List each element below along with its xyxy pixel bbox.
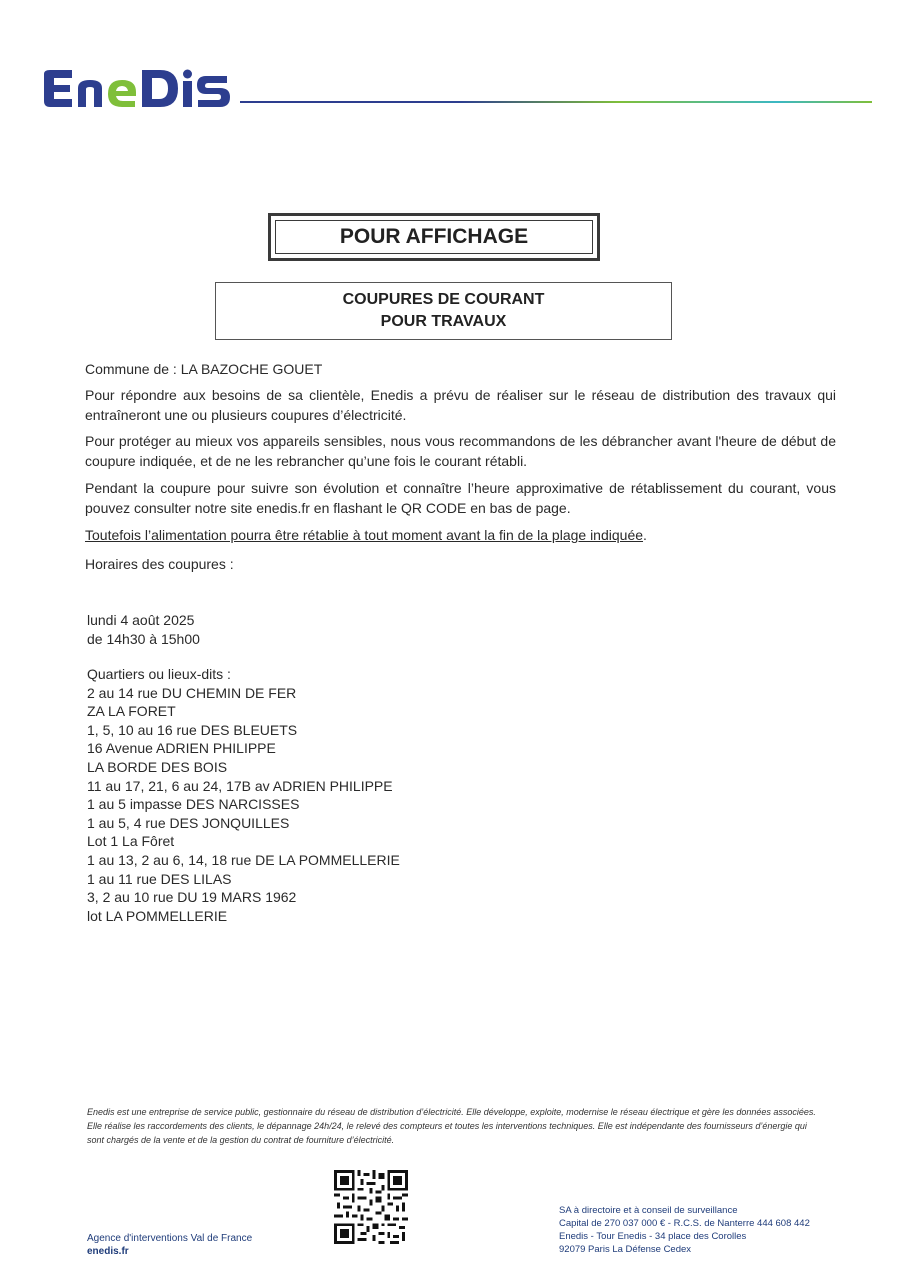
list-item: 1 au 5 impasse DES NARCISSES	[87, 796, 300, 813]
commune-line: Commune de : LA BAZOCHE GOUET	[85, 361, 323, 377]
legal-line-2: Capital de 270 037 000 € - R.C.S. de Nanterre 444 608 442	[559, 1218, 810, 1229]
title-box	[268, 213, 600, 261]
list-item: lot LA POMMELLERIE	[87, 907, 228, 924]
schedule-label: Horaires des coupures :	[85, 556, 234, 572]
warning-text: Toutefois l’alimentation pourra être rétablie à tout moment avant la fin de la plage indiquée	[85, 527, 644, 543]
warning-line	[85, 525, 836, 545]
warning-period: .	[643, 527, 647, 543]
website-link[interactable]: enedis.fr	[87, 1246, 129, 1257]
list-item: 2 au 14 rue DU CHEMIN DE FER	[87, 684, 297, 701]
list-item: 1, 5, 10 au 16 rue DES BLEUETS	[87, 721, 298, 738]
paragraph-3: Pendant la coupure pour suivre son évolution et connaître l’heure approximative de rétablissement du courant, vous pouvez consulter notre site enedis.fr en flashant le QR CODE en bas de page.	[85, 480, 836, 516]
page-title: POUR AFFICHAGE	[275, 220, 593, 254]
list-item: 1 au 5, 4 rue DES JONQUILLES	[87, 814, 290, 831]
list-item: Lot 1 La Fôret	[87, 833, 175, 850]
outage-time: de 14h30 à 15h00	[87, 631, 200, 647]
qr-code-icon[interactable]	[334, 1170, 408, 1244]
places-label: Quartiers ou lieux-dits :	[87, 666, 231, 682]
list-item: 1 au 13, 2 au 6, 14, 18 rue DE LA POMMELLERIE	[87, 851, 400, 868]
company-note: Enedis est une entreprise de service public, gestionnaire du réseau de distribution d’électricité. Elle développe, exploite, modernise le réseau électrique et gère les données associées. Elle réalise les raccordements des clients, le dépannage 24h/24, le relevé des compteurs et toutes les interventions techniques. Elle est indépendante des fournisseurs d’énergie qui sont chargés de la vente et de la gestion du contrat de fourniture d’électricité.	[87, 1107, 816, 1145]
subtitle-line-2: POUR TRAVAUX	[380, 313, 507, 330]
places-list	[87, 665, 400, 925]
list-item: ZA LA FORET	[87, 703, 176, 720]
agency-name: Agence d'interventions Val de France	[87, 1233, 253, 1244]
list-item: 3, 2 au 10 rue DU 19 MARS 1962	[87, 889, 297, 906]
list-item: 16 Avenue ADRIEN PHILIPPE	[87, 740, 276, 757]
paragraph-2: Pour protéger au mieux vos appareils sensibles, nous vous recommandons de les débrancher avant l'heure de début de coupure indiquée, et de ne les rebrancher qu’une fois le courant rétabli.	[85, 433, 836, 469]
list-item: LA BORDE DES BOIS	[87, 758, 228, 775]
legal-line-1: SA à directoire et à conseil de surveillance	[559, 1205, 738, 1216]
agency-block	[87, 1232, 252, 1258]
paragraph-1: Pour répondre aux besoins de sa clientèle, Enedis a prévu de réaliser sur le réseau de distribution des travaux qui entraîneront une ou plusieurs coupures d’électricité.	[85, 387, 836, 423]
enedis-logo	[42, 66, 234, 110]
brand-line	[240, 100, 872, 104]
list-item: 1 au 11 rue DES LILAS	[87, 870, 232, 887]
outage-date: lundi 4 août 2025	[87, 612, 195, 628]
legal-line-4: 92079 Paris La Défense Cedex	[559, 1244, 692, 1255]
list-item: 11 au 17, 21, 6 au 24, 17B av ADRIEN PHILIPPE	[87, 777, 393, 794]
legal-line-3: Enedis - Tour Enedis - 34 place des Corolles	[559, 1231, 747, 1242]
legal-block	[559, 1204, 810, 1256]
subtitle-line-1: COUPURES DE COURANT	[342, 291, 545, 308]
subtitle-box	[215, 282, 672, 340]
